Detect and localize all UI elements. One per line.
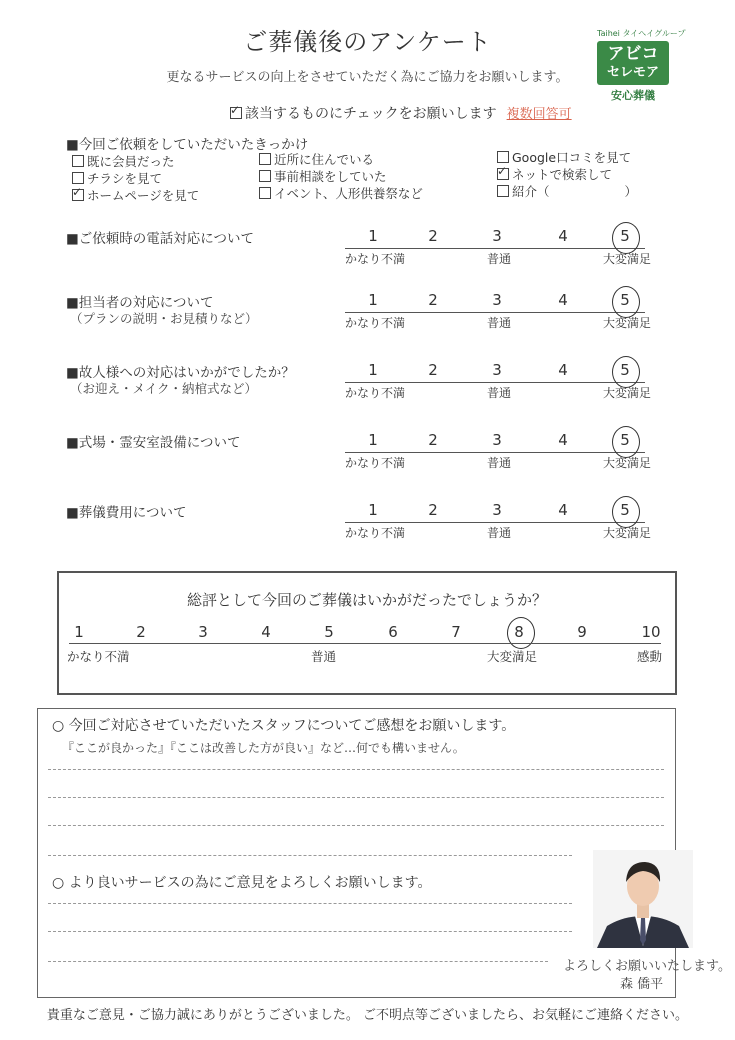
rating-option[interactable]: 4 [558,431,568,449]
overall-option[interactable]: 1 [74,623,84,641]
rating-label-high: 大変満足 [603,526,652,540]
rating-heading: ■式場・霊安室設備について [66,435,241,451]
rating-subtext: （プランの説明・お見積りなど） [70,311,258,326]
rating-option[interactable]: 2 [428,431,438,449]
staff-comment-line[interactable] [48,797,664,798]
rating-option[interactable]: 5 [620,501,630,519]
selected-circle-mark [612,286,640,318]
staff-comment-heading: ○ 今回ご対応させていただいたスタッフについてご感想をお願いします。 [52,718,516,734]
q1-option[interactable]: ✓ホームページを見て [72,186,199,204]
q1-option[interactable]: チラシを見て [72,169,162,187]
overall-label-top: 感動 [637,649,663,664]
rating-label-mid: 普通 [487,316,512,330]
rating-heading: ■担当者の対応について [66,295,214,311]
logo-tagline: 安心葬儀 [611,89,655,102]
overall-option[interactable]: 6 [388,623,398,641]
overall-option[interactable]: 2 [136,623,146,641]
company-logo [597,28,686,106]
rating-option[interactable]: 5 [620,431,630,449]
rating-option[interactable]: 3 [492,227,502,245]
instruction-line [230,103,572,123]
rating-label-mid: 普通 [487,456,512,470]
overall-option[interactable]: 10 [641,623,661,641]
rating-scale-line [345,248,645,249]
rating-label-low: かなり不満 [345,316,406,330]
checkbox[interactable] [259,187,271,199]
rating-scale-line [345,522,645,523]
rating-scale-line [345,382,645,383]
service-comment-line[interactable] [48,903,572,904]
rating-option[interactable]: 3 [492,361,502,379]
rating-option[interactable]: 2 [428,227,438,245]
rating-label-high: 大変満足 [603,386,652,400]
rating-label-mid: 普通 [487,386,512,400]
logo-line1: アビコ [607,44,659,64]
checkbox[interactable] [497,151,509,163]
staff-comment-line[interactable] [48,825,664,826]
rating-label-high: 大変満足 [603,252,652,266]
rating-option[interactable]: 1 [368,291,378,309]
overall-option[interactable]: 7 [451,623,461,641]
rating-label-high: 大変満足 [603,456,652,470]
rating-option[interactable]: 5 [620,227,630,245]
overall-label-high: 大変満足 [487,649,538,664]
rating-option[interactable]: 2 [428,361,438,379]
overall-rating-box [57,571,677,695]
rating-option[interactable]: 3 [492,501,502,519]
instruction-text: 該当するものにチェックをお願いします [245,106,497,122]
overall-option[interactable]: 8 [514,623,524,641]
overall-option[interactable]: 5 [324,623,334,641]
rating-option[interactable]: 1 [368,501,378,519]
rating-label-low: かなり不満 [345,526,406,540]
page-title: ご葬儀後のアンケート [243,28,492,56]
q1-option[interactable]: 既に会員だった [72,152,175,170]
rating-heading: ■故人様への対応はいかがでしたか？ [66,365,295,381]
overall-label-low: かなり不満 [67,649,130,664]
rating-option[interactable]: 4 [558,291,568,309]
checkbox[interactable] [72,172,84,184]
rating-label-low: かなり不満 [345,386,406,400]
staff-message: よろしくお願いいたします。 [563,959,731,974]
rating-option[interactable]: 4 [558,501,568,519]
rating-label-low: かなり不満 [345,456,406,470]
rating-option[interactable]: 5 [620,291,630,309]
staff-photo [593,850,693,948]
rating-scale-line [345,452,645,453]
rating-option[interactable]: 1 [368,227,378,245]
checkbox-icon [230,107,242,119]
staff-signature: 森 僑平 [620,977,664,992]
overall-question: 総評として今回のご葬儀はいかがだったでしょうか？ [186,591,547,609]
overall-scale-line [69,643,661,644]
checkbox[interactable] [497,185,509,197]
rating-option[interactable]: 1 [368,361,378,379]
service-comment-line[interactable] [48,961,548,962]
footer-thanks: 貴重なご意見・ご協力誠にありがとうございました。 ご不明点等ございましたら、お気軽にご連絡ください。 [46,1008,689,1023]
page-subtitle: 更なるサービスの向上をさせていただく為にご協力をお願いします。 [166,70,569,85]
service-comment-heading: ○ より良いサービスの為にご意見をよろしくお願いします。 [52,875,432,891]
q1-option[interactable]: 紹介（ ） [497,182,637,200]
multi-answer-note: 複数回答可 [506,107,572,122]
rating-subtext: （お迎え・メイク・納棺式など） [70,381,258,396]
rating-option[interactable]: 4 [558,227,568,245]
rating-scale[interactable] [345,227,652,271]
service-comment-line[interactable] [48,931,572,932]
selected-circle-mark [612,222,640,254]
selected-circle-mark [612,426,640,458]
rating-option[interactable]: 1 [368,431,378,449]
overall-selected-circle-mark [507,617,535,649]
rating-option[interactable]: 3 [492,431,502,449]
rating-label-high: 大変満足 [603,316,652,330]
rating-scale[interactable] [345,361,652,405]
logo-line2: セレモア [606,65,659,80]
overall-option[interactable]: 3 [198,623,208,641]
rating-label-low: かなり不満 [345,252,406,266]
q1-option[interactable]: ✓ネットで検索して [497,165,612,183]
rating-option[interactable]: 2 [428,291,438,309]
q1-option[interactable]: 事前相談をしていた [259,167,387,185]
rating-label-mid: 普通 [487,252,512,266]
q1-option[interactable]: イベント、人形供養祭など [259,184,423,202]
rating-option[interactable]: 4 [558,361,568,379]
staff-portrait-icon [593,850,693,948]
staff-comment-line[interactable] [48,769,664,770]
logo-brand: Taihei タイヘイグループ [597,29,686,38]
selected-circle-mark [612,496,640,528]
rating-option[interactable]: 5 [620,361,630,379]
checkbox-checked[interactable] [72,189,84,201]
checkbox[interactable] [72,155,84,167]
overall-option[interactable]: 4 [261,623,271,641]
rating-scale-line [345,312,645,313]
rating-heading: ■葬儀費用について [66,505,187,521]
rating-scale[interactable] [345,501,652,545]
checkbox[interactable] [259,153,271,165]
rating-scale[interactable] [345,291,652,335]
staff-comment-line[interactable] [48,855,572,856]
rating-heading: ■ご依頼時の電話対応について [66,231,254,247]
logo-box [597,41,669,85]
rating-option[interactable]: 2 [428,501,438,519]
checkbox[interactable] [259,170,271,182]
q1-option[interactable]: 近所に住んでいる [259,150,374,168]
rating-label-mid: 普通 [487,526,512,540]
rating-scale[interactable] [345,431,652,475]
overall-label-mid: 普通 [311,649,337,664]
staff-comment-subtext: 『ここが良かった』『ここは改善した方が良い』など…何でも構いません。 [62,741,465,755]
q1-option[interactable]: Google口コミを見て [497,148,631,166]
rating-option[interactable]: 3 [492,291,502,309]
selected-circle-mark [612,356,640,388]
overall-option[interactable]: 9 [577,623,587,641]
q1-heading: ■今回ご依頼をしていただいたきっかけ [66,137,309,153]
checkbox-checked[interactable] [497,168,509,180]
